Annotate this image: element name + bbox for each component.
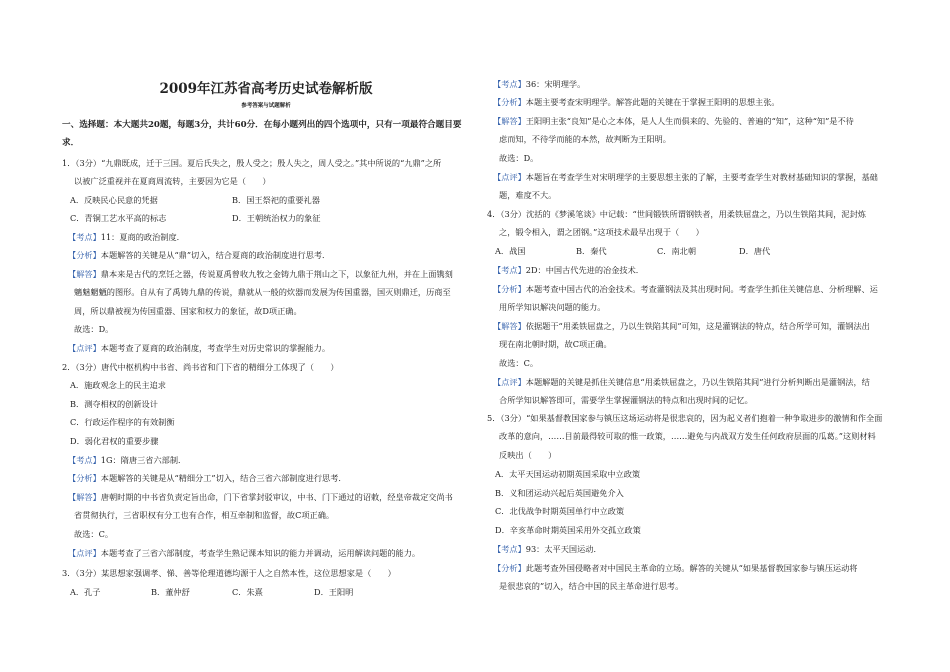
q3-stem: 3．（3分）某思想家强调孝、悌、善等伦理道德均源于人之自然本性，这位思想家是（ ） xyxy=(62,568,396,578)
q3-comment-cont: 题，难度不大。 xyxy=(499,190,557,200)
q4-comment xyxy=(493,377,870,388)
q3-answer xyxy=(493,116,854,127)
q5-option-c: C．北伐战争时期英国单行中立政策 xyxy=(495,506,625,516)
q1-comment-text: 本题考查了夏商的政治制度，考查学生对历史常识的掌握能力。 xyxy=(100,343,331,353)
q4-analysis-cont: 用所学知识解决问题的能力。 xyxy=(499,302,606,312)
q4-point-text: 2D：中国古代先进的冶金技术． xyxy=(525,265,644,275)
section-heading-cont: 求． xyxy=(62,138,80,148)
q4-analysis xyxy=(493,284,878,295)
q3-comment-tag: 【点评】 xyxy=(493,172,526,182)
q4-answer xyxy=(493,321,870,332)
q1-stem: 1．（3分）“九鼎既成，迁于三国。夏后氏失之，殷人受之；殷人失之，周人受之。”其中所说的“九鼎”之所 xyxy=(62,158,442,168)
q5-point-tag: 【考点】 xyxy=(493,544,526,554)
q1-point xyxy=(68,232,185,243)
q1-answer-tag: 【解答】 xyxy=(68,269,101,279)
q4-stem-cont: 之，锻令相入，谓之团钢。”这项技术最早出现于（ ） xyxy=(499,227,704,237)
q5-point xyxy=(493,544,602,555)
q2-analysis-tag: 【分析】 xyxy=(68,473,101,483)
q4-comment-tag: 【点评】 xyxy=(493,377,526,387)
q3-analysis xyxy=(493,97,780,108)
q1-answer-text: 鼎本来是古代的烹饪之器，传说夏禹曾收九牧之金铸九鼎于荆山之下，以象征九州，并在上面镌刻 xyxy=(100,269,453,279)
q3-option-d: D．王阳明 xyxy=(314,587,354,597)
q2-comment-tag: 【点评】 xyxy=(68,548,101,558)
q5-analysis-cont: 是很悲哀的”切入，结合中国的民主革命进行思考。 xyxy=(499,581,684,591)
q2-analysis xyxy=(68,473,347,484)
q4-option-d: D．唐代 xyxy=(739,246,771,256)
q1-analysis-text: 本题解答的关键是从“鼎”切入，结合夏商的政治制度进行思考． xyxy=(100,250,331,260)
q1-stem-cont: 以被广泛重视并在夏商周流转，主要因为它是（ ） xyxy=(74,176,271,186)
q4-point xyxy=(493,265,644,276)
q5-analysis xyxy=(493,563,857,574)
q5-option-d: D．辛亥革命时期英国采用外交孤立政策 xyxy=(495,525,641,535)
q2-comment xyxy=(68,548,420,559)
q3-point-text: 36：宋明理学。 xyxy=(525,79,586,89)
q2-answer-cont: 省贯彻执行，三省职权有分工也有合作，相互牵制和监督，故C项正确。 xyxy=(74,510,335,520)
q1-point-text: 11：夏商的政治制度． xyxy=(100,232,185,242)
q2-option-b: B．测夺相权的创新设计 xyxy=(70,399,158,409)
q3-comment-text: 本题旨在考查学生对宋明理学的主要思想主张的了解，主要考查学生对教材基础知识的掌握，基础 xyxy=(525,172,878,182)
q4-analysis-tag: 【分析】 xyxy=(493,284,526,294)
q3-comment xyxy=(493,172,878,183)
q4-choice: 故选：C。 xyxy=(499,358,539,368)
q4-point-tag: 【考点】 xyxy=(493,265,526,275)
q3-option-b: B．董仲舒 xyxy=(151,587,190,597)
q5-option-a: A．太平天国运动初期英国采取中立政策 xyxy=(495,469,641,479)
q3-option-c: C．朱熹 xyxy=(232,587,263,597)
q3-analysis-text: 本题主要考查宋明理学。解答此题的关键在于掌握王阳明的思想主张。 xyxy=(525,97,780,107)
q1-answer-cont-2: 周，所以鼎被视为传国重器、国家和权力的象征，故D项正确。 xyxy=(74,306,302,316)
q5-option-b: B．义和团运动兴起后英国避免介入 xyxy=(495,488,624,498)
q5-stem-cont-2: 反映出（ ） xyxy=(499,450,557,460)
q3-option-a: A．孔子 xyxy=(70,587,101,597)
q5-stem-cont-1: 改革的意向，……目前最得较可取的惟一政策，……避免与内战双方发生任何政府层面的瓜葛。”这则材料 xyxy=(499,431,876,441)
q5-point-text: 93：太平天国运动． xyxy=(525,544,602,554)
q4-analysis-text: 本题考查中国古代的冶金技术。考查灌钢法及其出现时间。考查学生抓住关键信息、分析理解、运 xyxy=(525,284,878,294)
page-subtitle: 参考答案与试题解析 xyxy=(241,103,291,109)
q2-answer-text: 唐朝时期的中书省负责定旨出命，门下省掌封驳审议，中书、门下通过的诏敕，经皇帝裁定交尚书 xyxy=(100,492,453,502)
q3-point-tag: 【考点】 xyxy=(493,79,526,89)
q2-stem: 2．（3分）唐代中枢机构中书省、尚书省和门下省的精细分工体现了（ ） xyxy=(62,362,339,372)
q4-option-a: A．战国 xyxy=(495,246,526,256)
q2-answer-tag: 【解答】 xyxy=(68,492,101,502)
q5-analysis-tag: 【分析】 xyxy=(493,563,526,573)
q1-point-tag: 【考点】 xyxy=(68,232,101,242)
q1-answer xyxy=(68,269,453,280)
q1-option-c: C．青铜工艺水平高的标志 xyxy=(70,213,167,223)
q4-comment-cont: 合所学知识解答即可，需要学生掌握灌钢法的特点和出现时间的记忆。 xyxy=(499,395,753,405)
page-title: 2009年江苏省高考历史试卷解析版 xyxy=(159,81,373,97)
q2-point-tag: 【考点】 xyxy=(68,455,101,465)
q3-analysis-tag: 【分析】 xyxy=(493,97,526,107)
q4-stem: 4．（3分）沈括的《梦溪笔谈》中记载：“世间锻铁所谓钢铁者，用柔铁屈盘之，乃以生铁陷其间，泥封炼 xyxy=(487,209,866,219)
q4-option-b: B．秦代 xyxy=(576,246,607,256)
q4-answer-tag: 【解答】 xyxy=(493,321,526,331)
q2-option-d: D．弱化君权的重要步骤 xyxy=(70,436,159,446)
q4-comment-text: 本题解题的关键是抓住关键信息“用柔铁屈盘之，乃以生铁陷其间”进行分析判断出是灌钢法，结 xyxy=(525,377,870,387)
section-heading: 一、选择题：本大题共20题，每题3分，共计60分．在每小题列出的四个选项中，只有一项最符合题目要 xyxy=(62,120,462,130)
q1-analysis-tag: 【分析】 xyxy=(68,250,101,260)
q2-analysis-text: 本题解答的关键是从“精细分工”切入，结合三省六部制度进行思考． xyxy=(100,473,347,483)
q2-point-text: 1G：隋唐三省六部制． xyxy=(100,455,187,465)
q3-answer-text: 王阳明主张“良知”是心之本体，是人人生而俱来的、先验的、普遍的“知”，这种“知”是不待 xyxy=(525,116,854,126)
q1-choice: 故选：D。 xyxy=(74,324,114,334)
q3-point xyxy=(493,79,585,90)
q4-answer-cont: 现在南北朝时期，故C项正确。 xyxy=(499,339,612,349)
q2-option-a: A．施政观念上的民主追求 xyxy=(70,380,166,390)
q1-answer-cont-1: 魑魅魍魉的图形。自从有了禹铸九鼎的传说，鼎就从一般的炊器而发展为传国重器，国灭则鼎迁，历商至 xyxy=(74,287,451,297)
q2-comment-text: 本题考查了三省六部制度，考查学生熟记课本知识的能力并调动，运用解读问题的能力。 xyxy=(100,548,421,558)
q2-option-c: C．行政运作程序的有效制衡 xyxy=(70,417,175,427)
q2-answer xyxy=(68,492,453,503)
q3-choice: 故选：D。 xyxy=(499,153,539,163)
q4-answer-text: 依据题干“用柔铁屈盘之，乃以生铁陷其间”可知，这是灌钢法的特点，结合所学可知，灌钢法出 xyxy=(525,321,870,331)
q3-answer-cont: 虑而知，不待学而能的本然，故判断为王阳明。 xyxy=(499,134,671,144)
q1-option-a: A．反映民心民意的凭据 xyxy=(70,195,158,205)
q2-point xyxy=(68,455,186,466)
q1-comment xyxy=(68,343,330,354)
q1-option-d: D．王朝统治权力的象征 xyxy=(232,213,321,223)
q1-analysis xyxy=(68,250,330,261)
q4-option-c: C．南北朝 xyxy=(657,246,697,256)
q5-stem: 5．（3分）“如果基督教国家参与镇压这场运动将是很悲哀的，因为起义者们抱着一种争取进步的激情和作全面 xyxy=(487,413,883,423)
q1-comment-tag: 【点评】 xyxy=(68,343,101,353)
q2-choice: 故选：C。 xyxy=(74,529,114,539)
q3-answer-tag: 【解答】 xyxy=(493,116,526,126)
q5-analysis-text: 此题考查外国侵略者对中国民主革命的立场。解答的关键从“如果基督教国家参与镇压运动将 xyxy=(525,563,858,573)
q1-option-b: B．国王祭祀的重要礼器 xyxy=(232,195,320,205)
